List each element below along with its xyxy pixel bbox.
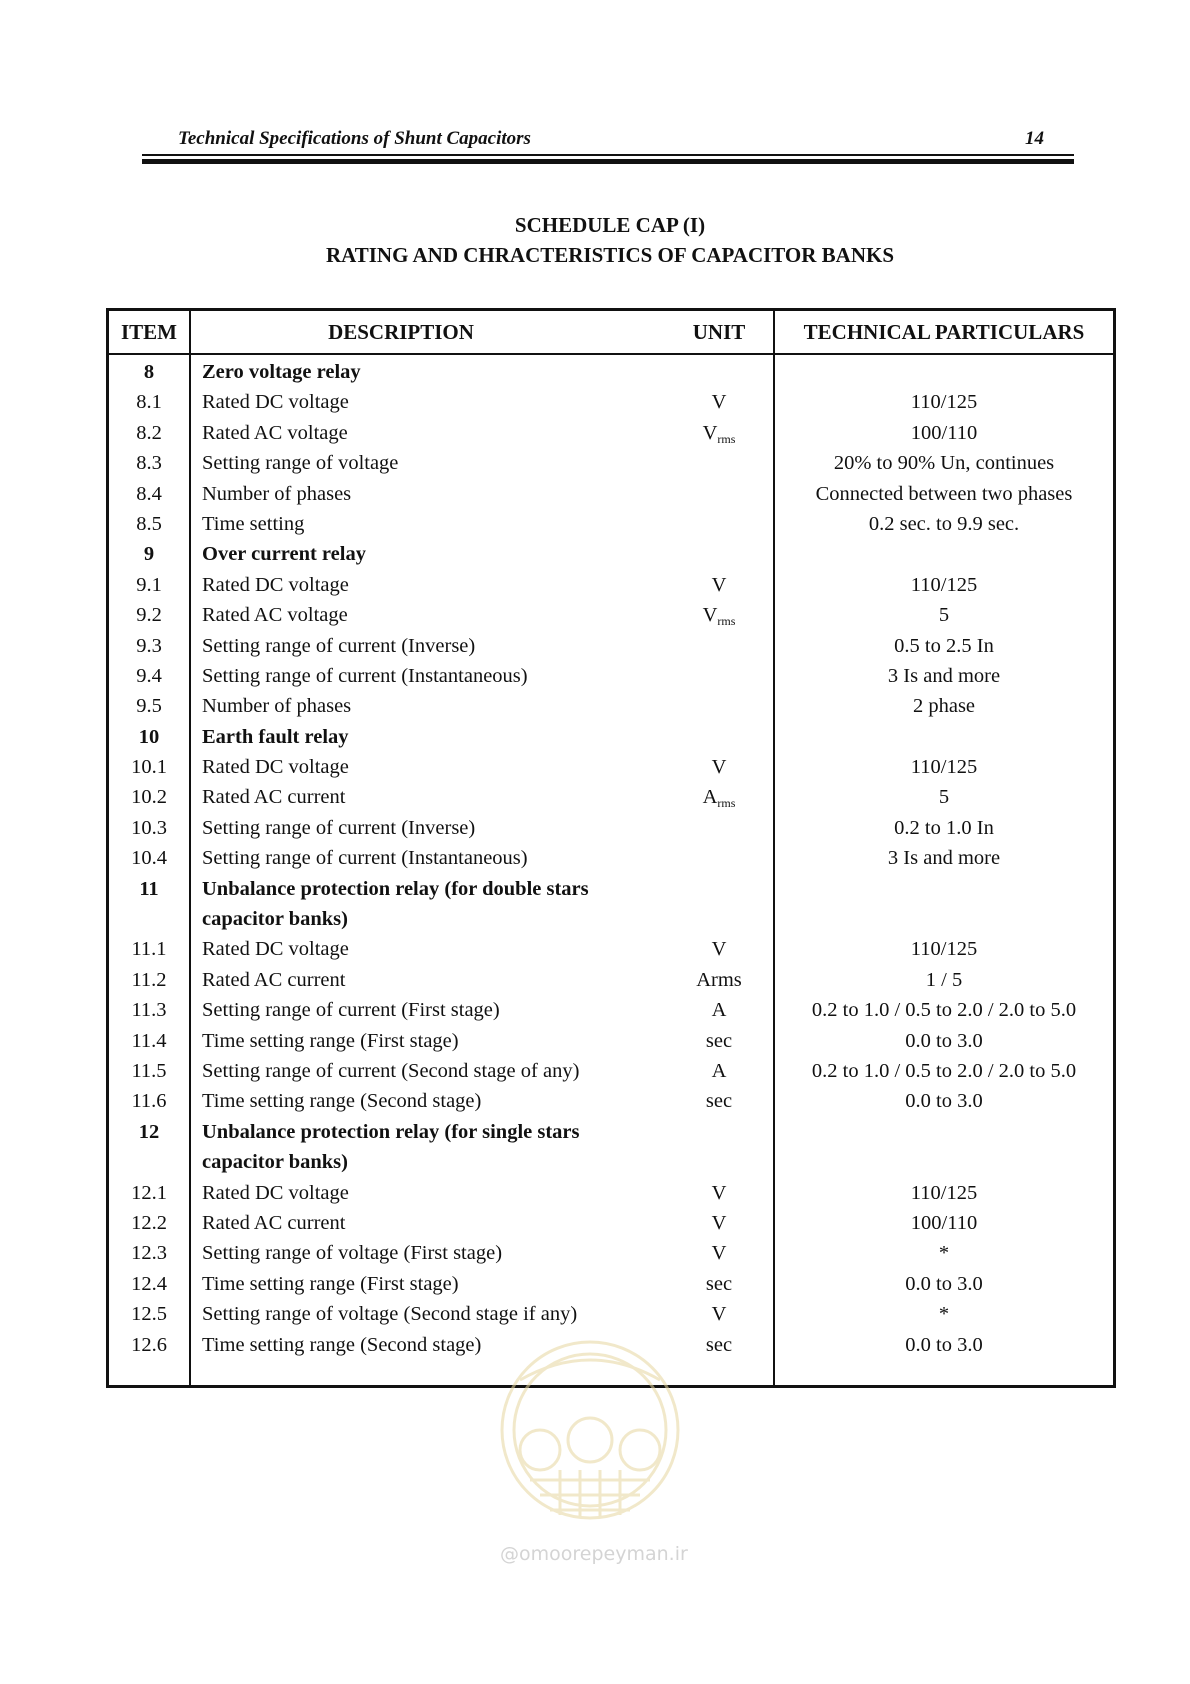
description-line: Rated DC voltage: [202, 938, 349, 961]
unit-symbol: V: [711, 938, 727, 961]
item-number: 10.3: [131, 816, 167, 839]
schedule-titles: [0, 210, 1190, 270]
item-description: [202, 539, 682, 569]
item-number: 12.5: [131, 1303, 167, 1326]
description-line: Rated DC voltage: [202, 573, 349, 596]
table-row: [109, 1269, 1113, 1299]
description-line: Time setting: [202, 512, 305, 535]
description-line: Rated AC voltage: [202, 604, 348, 627]
item-technical-particular: 110/125: [910, 756, 978, 779]
item-technical-particular: *: [938, 1303, 950, 1326]
unit-symbol: V: [711, 756, 727, 779]
table-row: [109, 357, 1113, 387]
description-line: Time setting range (Second stage): [202, 1090, 482, 1113]
table-row: [109, 874, 1113, 935]
item-description: [202, 934, 682, 964]
item-number: 9.4: [136, 664, 162, 687]
item-description: [202, 691, 682, 721]
table-row: [109, 965, 1113, 995]
item-description: [202, 752, 682, 782]
item-number: 8.3: [136, 452, 162, 475]
item-number: 11.3: [131, 999, 167, 1022]
table-row: [109, 479, 1113, 509]
item-unit: [669, 1026, 769, 1056]
item-unit: [669, 1178, 769, 1208]
description-line: Time setting range (First stage): [202, 1272, 459, 1295]
table-row: [109, 631, 1113, 661]
table-row: [109, 1056, 1113, 1086]
table-row: [109, 1117, 1113, 1178]
item-technical-particular: 5: [938, 786, 950, 809]
item-technical-particular: 100/110: [910, 1211, 978, 1234]
item-description: [202, 1026, 682, 1056]
table-header: [109, 311, 1113, 353]
column-header-item: ITEM: [120, 320, 177, 344]
description-line: Setting range of voltage (First stage): [202, 1242, 503, 1265]
item-number: 12.2: [131, 1211, 167, 1234]
item-technical-particular: 3 Is and more: [887, 664, 1001, 687]
schedule-subtitle: RATING AND CHRACTERISTICS OF CAPACITOR BANKS: [325, 243, 895, 267]
item-description: [202, 479, 682, 509]
table-row: [109, 1208, 1113, 1238]
item-number: 9.3: [136, 634, 162, 657]
unit-subscript: rms: [717, 614, 736, 629]
description-line: Time setting range (Second stage): [202, 1333, 482, 1356]
item-number: 12.6: [131, 1333, 167, 1356]
unit-symbol: V: [711, 573, 727, 596]
item-description: [202, 874, 682, 935]
table-row: [109, 722, 1113, 752]
description-line: Over current relay: [202, 543, 366, 566]
table-row: [109, 600, 1113, 630]
description-line: Setting range of voltage (Second stage if any): [202, 1303, 578, 1326]
unit-symbol: sec: [705, 1029, 733, 1052]
table-row: [109, 995, 1113, 1025]
item-number: 8.1: [136, 391, 162, 414]
description-line: Rated AC current: [202, 786, 346, 809]
page-header: [140, 118, 1072, 148]
item-number: 9.1: [136, 573, 162, 596]
item-technical-particular: 0.2 to 1.0 / 0.5 to 2.0 / 2.0 to 5.0: [811, 999, 1077, 1022]
table-row: [109, 843, 1113, 873]
item-technical-particular: 100/110: [910, 421, 978, 444]
description-line: Setting range of current (Instantaneous): [202, 664, 528, 687]
item-number: 10: [138, 725, 160, 748]
description-line: Rated AC current: [202, 1211, 346, 1234]
description-line: Number of phases: [202, 482, 352, 505]
item-unit: [669, 1056, 769, 1086]
item-technical-particular: 0.2 sec. to 9.9 sec.: [868, 512, 1020, 535]
item-number: 12.1: [131, 1181, 167, 1204]
description-line: Setting range of current (Instantaneous): [202, 847, 528, 870]
item-unit: [669, 1208, 769, 1238]
item-technical-particular: 0.5 to 2.5 In: [894, 634, 994, 657]
item-technical-particular: 0.0 to 3.0: [905, 1090, 983, 1113]
description-line: Earth fault relay: [202, 725, 349, 748]
item-description: [202, 418, 682, 448]
item-number: 10.1: [131, 756, 167, 779]
unit-subscript: rms: [717, 796, 736, 811]
item-description: [202, 1117, 682, 1178]
unit-symbol: V: [702, 421, 718, 444]
item-technical-particular: 3 Is and more: [887, 847, 1001, 870]
document-title: Technical Specifications of Shunt Capacitors: [178, 128, 531, 149]
watermark-text: @omoorepeyman.ir: [500, 1543, 688, 1565]
item-description: [202, 813, 682, 843]
table-row: [109, 1238, 1113, 1268]
unit-subscript: rms: [717, 431, 736, 446]
item-unit: [669, 752, 769, 782]
description-line: Setting range of current (Second stage of any): [202, 1060, 580, 1082]
item-description: [202, 1056, 682, 1086]
unit-symbol: V: [711, 1303, 727, 1326]
item-description: [202, 448, 682, 478]
item-unit: [669, 934, 769, 964]
description-line: Zero voltage relay: [202, 361, 361, 383]
item-technical-particular: 0.0 to 3.0: [905, 1029, 983, 1052]
item-number: 12.4: [131, 1272, 167, 1295]
item-number: 12: [138, 1120, 160, 1143]
table-row: [109, 661, 1113, 691]
item-number: 10.4: [131, 847, 167, 870]
item-description: [202, 570, 682, 600]
item-description: [202, 1269, 682, 1299]
table-row: [109, 813, 1113, 843]
item-technical-particular: 110/125: [910, 573, 978, 596]
item-technical-particular: 0.2 to 1.0 / 0.5 to 2.0 / 2.0 to 5.0: [811, 1060, 1077, 1082]
table-row: [109, 387, 1113, 417]
item-number: 12.3: [131, 1242, 167, 1265]
unit-symbol: V: [711, 1242, 727, 1265]
description-line: Time setting range (First stage): [202, 1029, 459, 1052]
item-description: [202, 661, 682, 691]
item-description: [202, 357, 682, 387]
header-rule-thick: [142, 159, 1074, 164]
item-description: [202, 995, 682, 1025]
item-description: [202, 1086, 682, 1116]
unit-symbol: V: [711, 1211, 727, 1234]
item-description: [202, 722, 682, 752]
item-technical-particular: 1 / 5: [925, 968, 963, 991]
item-number: 9: [143, 543, 155, 566]
table-row: [109, 691, 1113, 721]
table-row: [109, 752, 1113, 782]
unit-symbol: V: [711, 391, 727, 414]
unit-symbol: Arms: [696, 968, 742, 991]
item-number: 11.5: [131, 1060, 167, 1082]
column-header-description: DESCRIPTION: [328, 320, 474, 344]
item-technical-particular: 110/125: [910, 391, 978, 414]
item-description: [202, 782, 682, 812]
table-row: [109, 1086, 1113, 1116]
item-number: 9.5: [136, 695, 162, 718]
item-unit: [669, 1269, 769, 1299]
description-line: Rated DC voltage: [202, 1181, 349, 1204]
item-number: 11: [139, 877, 159, 900]
column-header-unit: UNIT: [692, 320, 746, 344]
unit-symbol: A: [711, 1060, 727, 1082]
item-unit: [669, 1086, 769, 1116]
table-row: [109, 782, 1113, 812]
table-row: [109, 539, 1113, 569]
item-unit: [669, 1238, 769, 1268]
item-number: 8.2: [136, 421, 162, 444]
item-technical-particular: 0.0 to 3.0: [905, 1333, 983, 1356]
table-row: [109, 448, 1113, 478]
description-line: Rated DC voltage: [202, 756, 349, 779]
table-row: [109, 934, 1113, 964]
item-technical-particular: 5: [938, 604, 950, 627]
item-unit: [669, 995, 769, 1025]
description-line: Unbalance protection relay (for double stars: [202, 877, 589, 900]
ratings-table: [106, 308, 1116, 1388]
unit-symbol: sec: [705, 1333, 733, 1356]
description-line: Unbalance protection relay (for single stars: [202, 1120, 580, 1143]
item-number: 8.5: [136, 512, 162, 535]
item-technical-particular: 2 phase: [912, 695, 976, 718]
schedule-title: SCHEDULE CAP (I): [514, 213, 706, 237]
description-line: Number of phases: [202, 695, 352, 718]
item-number: 11.6: [131, 1090, 167, 1113]
item-number: 11.2: [131, 968, 167, 991]
watermark-logo: [480, 1320, 700, 1570]
unit-symbol: A: [702, 786, 718, 809]
description-line: capacitor banks): [202, 1151, 348, 1174]
description-line: Setting range of voltage: [202, 452, 399, 475]
description-line: Setting range of current (First stage): [202, 999, 500, 1022]
item-number: 10.2: [131, 786, 167, 809]
item-number: 11.4: [131, 1029, 167, 1052]
item-unit: [669, 570, 769, 600]
header-divider: [109, 353, 1113, 355]
header-rule-thin: [142, 154, 1074, 156]
item-description: [202, 509, 682, 539]
description-line: capacitor banks): [202, 908, 348, 931]
column-header-technical: TECHNICAL PARTICULARS: [803, 320, 1085, 344]
item-description: [202, 387, 682, 417]
item-technical-particular: 0.2 to 1.0 In: [894, 816, 994, 839]
item-number: 8.4: [136, 482, 162, 505]
item-unit: [669, 965, 769, 995]
unit-symbol: sec: [705, 1272, 733, 1295]
item-technical-particular: 110/125: [910, 1181, 978, 1204]
item-technical-particular: 110/125: [910, 938, 978, 961]
item-description: [202, 965, 682, 995]
item-technical-particular: *: [938, 1242, 950, 1265]
item-technical-particular: 20% to 90% Un, continues: [833, 452, 1055, 475]
table-row: [109, 570, 1113, 600]
table-row: [109, 509, 1113, 539]
table-row: [109, 418, 1113, 448]
table-body: [109, 357, 1113, 1360]
item-description: [202, 631, 682, 661]
item-number: 8: [143, 361, 155, 383]
description-line: Rated DC voltage: [202, 391, 349, 414]
unit-symbol: V: [711, 1181, 727, 1204]
item-number: 11.1: [131, 938, 167, 961]
item-number: 9.2: [136, 604, 162, 627]
table-row: [109, 1178, 1113, 1208]
description-line: Rated AC current: [202, 968, 346, 991]
item-technical-particular: Connected between two phases: [815, 482, 1073, 505]
item-unit: [669, 387, 769, 417]
unit-symbol: V: [702, 604, 718, 627]
item-description: [202, 1208, 682, 1238]
item-technical-particular: 0.0 to 3.0: [905, 1272, 983, 1295]
description-line: Setting range of current (Inverse): [202, 816, 476, 839]
unit-symbol: sec: [705, 1090, 733, 1113]
description-line: Rated AC voltage: [202, 421, 348, 444]
item-description: [202, 843, 682, 873]
description-line: Setting range of current (Inverse): [202, 634, 476, 657]
unit-symbol: A: [711, 999, 727, 1022]
item-description: [202, 1178, 682, 1208]
page-number: 14: [1025, 128, 1044, 149]
item-description: [202, 1238, 682, 1268]
table-row: [109, 1026, 1113, 1056]
item-description: [202, 600, 682, 630]
